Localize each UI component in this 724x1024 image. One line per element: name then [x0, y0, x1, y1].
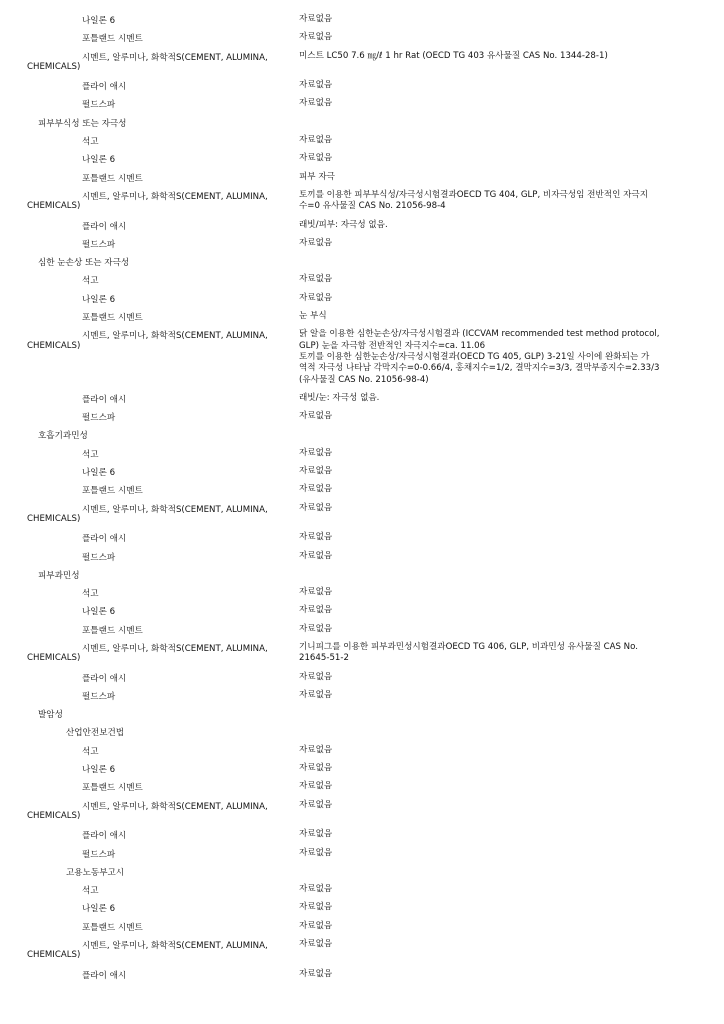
value-line: 눈 부식 — [299, 311, 327, 322]
substance-value — [299, 921, 699, 932]
value-line: 자료없음 — [299, 292, 333, 303]
value-line: 역적 자극성 나타남 각막지수=0-0.66/4, 홍채지수=1/2, 결막지수=3/3, 결막부종지수=2.33/3 — [299, 363, 660, 374]
substance-name: 펄드스파 — [82, 100, 116, 111]
value-line: 자료없음 — [299, 153, 333, 164]
substance-name: 나일론 6 — [82, 155, 116, 166]
substance-row — [0, 919, 724, 937]
subsection-heading — [0, 864, 724, 882]
substance-row — [0, 236, 724, 254]
substance-name: 나일론 6 — [82, 294, 116, 305]
value-line: 자료없음 — [299, 135, 333, 146]
section-heading-text: 피부부식성 또는 자극성 — [38, 118, 127, 129]
substance-row — [0, 761, 724, 779]
substance-name: 나일론 6 — [82, 607, 116, 618]
value-line: 자료없음 — [299, 920, 333, 931]
substance-name: 펄드스파 — [82, 691, 116, 702]
substance-name-continuation: CHEMICALS) — [27, 950, 81, 961]
substance-name: 시멘트, 알루미나, 화학적S(CEMENT, ALUMINA, — [82, 52, 268, 63]
substance-value — [299, 763, 699, 774]
substance-name: 펄드스파 — [82, 552, 116, 563]
section-heading-text: 발암성 — [38, 710, 63, 721]
substance-row — [0, 846, 724, 864]
value-line: 자료없음 — [299, 447, 333, 458]
substance-name: 플라이 애시 — [82, 534, 127, 545]
substance-name: 시멘트, 알루미나, 화학적S(CEMENT, ALUMINA, — [82, 941, 268, 952]
value-line: 토끼를 이용한 심한눈손상/자극성시험결과(OECD TG 405, GLP) 3-21일 사이에 완화되는 가 — [299, 351, 650, 362]
value-line: 자료없음 — [299, 884, 333, 895]
substance-name: 석고 — [82, 589, 99, 600]
substance-value — [299, 220, 699, 231]
substance-value — [299, 190, 699, 213]
substance-value — [299, 642, 699, 665]
substance-name: 플라이 애시 — [82, 394, 127, 405]
section-heading — [0, 706, 724, 724]
value-line: 자료없음 — [299, 502, 333, 513]
substance-value — [299, 672, 699, 683]
value-line: 자료없음 — [299, 411, 333, 422]
subsection-heading-text: 고용노동부고시 — [66, 867, 125, 878]
value-line: 자료없음 — [299, 237, 333, 248]
value-line: 자료없음 — [299, 968, 333, 979]
value-line: GLP) 눈을 자극함 전반적인 자극지수=ca. 11.06 — [299, 340, 486, 351]
substance-value — [299, 624, 699, 635]
substance-name-continuation: CHEMICALS) — [27, 513, 81, 524]
substance-row — [0, 78, 724, 96]
substance-row — [0, 640, 724, 670]
substance-row — [0, 170, 724, 188]
substance-value — [299, 32, 699, 43]
substance-value — [299, 503, 699, 514]
substance-name: 시멘트, 알루미나, 화학적S(CEMENT, ALUMINA, — [82, 644, 268, 654]
substance-row — [0, 327, 724, 391]
substance-value — [299, 902, 699, 913]
substance-name: 포틀랜드 시멘트 — [82, 625, 143, 636]
value-line: 자료없음 — [299, 781, 333, 792]
substance-name: 포틀랜드 시멘트 — [82, 783, 143, 794]
substance-value — [299, 551, 699, 562]
substance-value — [299, 969, 699, 980]
substance-value — [299, 274, 699, 285]
substance-value — [299, 781, 699, 792]
section-heading-text: 호흡기과민성 — [38, 431, 88, 442]
substance-name: 펄드스파 — [82, 413, 116, 424]
substance-row — [0, 218, 724, 236]
substance-row — [0, 530, 724, 548]
substance-name: 나일론 6 — [82, 765, 116, 776]
substance-name: 펄드스파 — [82, 849, 116, 860]
substance-name: 펄드스파 — [82, 239, 116, 250]
section-heading — [0, 254, 724, 272]
substance-row — [0, 272, 724, 290]
value-line: 래빗/피부: 자극성 없음. — [299, 219, 388, 230]
value-line: 자료없음 — [299, 587, 333, 598]
substance-value — [299, 14, 699, 25]
value-line: 자료없음 — [299, 902, 333, 913]
substance-value — [299, 153, 699, 164]
substance-row — [0, 882, 724, 900]
substance-row — [0, 409, 724, 427]
value-line: 래빗/눈: 자극성 없음. — [299, 392, 380, 403]
value-line: 자료없음 — [299, 532, 333, 543]
subsection-heading-text: 산업안전보건법 — [66, 728, 125, 739]
substance-row — [0, 967, 724, 985]
value-line: 미스트 LC50 7.6 ㎎/ℓ 1 hr Rat (OECD TG 403 유사물질 CAS No. 1344-28-1) — [299, 50, 608, 61]
value-line: 피부 자극 — [299, 171, 335, 182]
substance-name: 나일론 6 — [82, 468, 116, 479]
msds-toxicity-document — [0, 12, 724, 985]
substance-name: 포틀랜드 시멘트 — [82, 486, 143, 497]
value-line: 자료없음 — [299, 744, 333, 755]
substance-value — [299, 848, 699, 859]
substance-row — [0, 309, 724, 327]
value-line: 자료없음 — [299, 14, 333, 24]
value-line: 자료없음 — [299, 763, 333, 774]
value-line: 자료없음 — [299, 32, 333, 43]
substance-name: 플라이 애시 — [82, 970, 127, 981]
substance-row — [0, 133, 724, 151]
value-line: 자료없음 — [299, 623, 333, 634]
substance-row — [0, 688, 724, 706]
substance-name: 포틀랜드 시멘트 — [82, 173, 143, 184]
substance-name-continuation: CHEMICALS) — [27, 201, 81, 212]
substance-row — [0, 188, 724, 218]
substance-value — [299, 587, 699, 598]
substance-row — [0, 96, 724, 114]
value-line: 21645-51-2 — [299, 653, 349, 664]
substance-value — [299, 329, 699, 385]
substance-name: 플라이 애시 — [82, 673, 127, 684]
substance-value — [299, 484, 699, 495]
substance-row — [0, 549, 724, 567]
value-line: 자료없음 — [299, 605, 333, 616]
value-line: 자료없음 — [299, 671, 333, 682]
value-line: 자료없음 — [299, 98, 333, 109]
substance-name: 석고 — [82, 746, 99, 757]
value-line: (유사물질 CAS No. 21056-98-4) — [299, 374, 429, 385]
substance-row — [0, 446, 724, 464]
substance-value — [299, 745, 699, 756]
substance-row — [0, 937, 724, 967]
substance-row — [0, 391, 724, 409]
substance-row — [0, 670, 724, 688]
substance-row — [0, 12, 724, 30]
value-line: 토끼를 이용한 피부부식성/자극성시험결과OECD TG 404, GLP, 비자극성임 전반적인 자극지 — [299, 189, 649, 200]
substance-name: 플라이 애시 — [82, 82, 127, 93]
substance-name: 석고 — [82, 449, 99, 460]
substance-value — [299, 238, 699, 249]
value-line: 자료없음 — [299, 799, 333, 810]
section-heading-text: 피부과민성 — [38, 570, 80, 581]
value-line: 자료없음 — [299, 274, 333, 285]
substance-row — [0, 49, 724, 79]
substance-row — [0, 827, 724, 845]
substance-name: 시멘트, 알루미나, 화학적S(CEMENT, ALUMINA, — [82, 504, 268, 515]
substance-name-continuation: CHEMICALS) — [27, 61, 81, 72]
value-line: 자료없음 — [299, 466, 333, 477]
substance-value — [299, 98, 699, 109]
substance-row — [0, 482, 724, 500]
substance-name: 석고 — [82, 276, 99, 287]
substance-value — [299, 51, 699, 62]
value-line: 수=0 유사물질 CAS No. 21056-98-4 — [299, 201, 446, 212]
substance-name: 포틀랜드 시멘트 — [82, 34, 143, 45]
section-heading — [0, 115, 724, 133]
substance-row — [0, 603, 724, 621]
value-line: 기니피그를 이용한 피부과민성시험결과OECD TG 406, GLP, 비과민성 유사물질 CAS No. — [299, 642, 638, 652]
substance-name: 석고 — [82, 137, 99, 148]
substance-value — [299, 311, 699, 322]
substance-value — [299, 466, 699, 477]
substance-row — [0, 622, 724, 640]
substance-name: 시멘트, 알루미나, 화학적S(CEMENT, ALUMINA, — [82, 191, 268, 202]
substance-row — [0, 291, 724, 309]
substance-value — [299, 690, 699, 701]
substance-row — [0, 30, 724, 48]
substance-value — [299, 605, 699, 616]
substance-name-continuation: CHEMICALS) — [27, 653, 81, 664]
value-line: 닭 알을 이용한 심한눈손상/자극성시험결과 (ICCVAM recommended test method protocol, — [299, 329, 660, 340]
substance-value — [299, 829, 699, 840]
substance-row — [0, 464, 724, 482]
substance-value — [299, 532, 699, 543]
substance-value — [299, 393, 699, 404]
substance-name: 포틀랜드 시멘트 — [82, 313, 143, 324]
substance-name: 석고 — [82, 886, 99, 897]
substance-name-continuation: CHEMICALS) — [27, 340, 81, 351]
substance-value — [299, 411, 699, 422]
section-heading-text: 심한 눈손상 또는 자극성 — [38, 258, 130, 269]
substance-value — [299, 172, 699, 183]
substance-value — [299, 448, 699, 459]
value-line: 자료없음 — [299, 484, 333, 495]
substance-name: 플라이 애시 — [82, 221, 127, 232]
substance-value — [299, 939, 699, 950]
value-line: 자료없음 — [299, 939, 333, 950]
substance-value — [299, 80, 699, 91]
value-line: 자료없음 — [299, 829, 333, 840]
value-line: 자료없음 — [299, 80, 333, 91]
substance-row — [0, 779, 724, 797]
substance-row — [0, 585, 724, 603]
section-heading — [0, 567, 724, 585]
substance-name: 포틀랜드 시멘트 — [82, 922, 143, 933]
substance-value — [299, 135, 699, 146]
substance-row — [0, 151, 724, 169]
substance-name: 시멘트, 알루미나, 화학적S(CEMENT, ALUMINA, — [82, 801, 268, 812]
substance-value — [299, 293, 699, 304]
substance-row — [0, 501, 724, 531]
substance-row — [0, 900, 724, 918]
substance-name-continuation: CHEMICALS) — [27, 810, 81, 821]
substance-row — [0, 798, 724, 828]
substance-name: 시멘트, 알루미나, 화학적S(CEMENT, ALUMINA, — [82, 331, 268, 342]
section-heading — [0, 427, 724, 445]
substance-name: 플라이 애시 — [82, 831, 127, 842]
value-line: 자료없음 — [299, 689, 333, 700]
substance-value — [299, 884, 699, 895]
substance-row — [0, 743, 724, 761]
value-line: 자료없음 — [299, 847, 333, 858]
subsection-heading — [0, 724, 724, 742]
substance-name: 나일론 6 — [82, 904, 116, 915]
substance-value — [299, 800, 699, 811]
substance-name: 나일론 6 — [82, 16, 116, 26]
value-line: 자료없음 — [299, 550, 333, 561]
